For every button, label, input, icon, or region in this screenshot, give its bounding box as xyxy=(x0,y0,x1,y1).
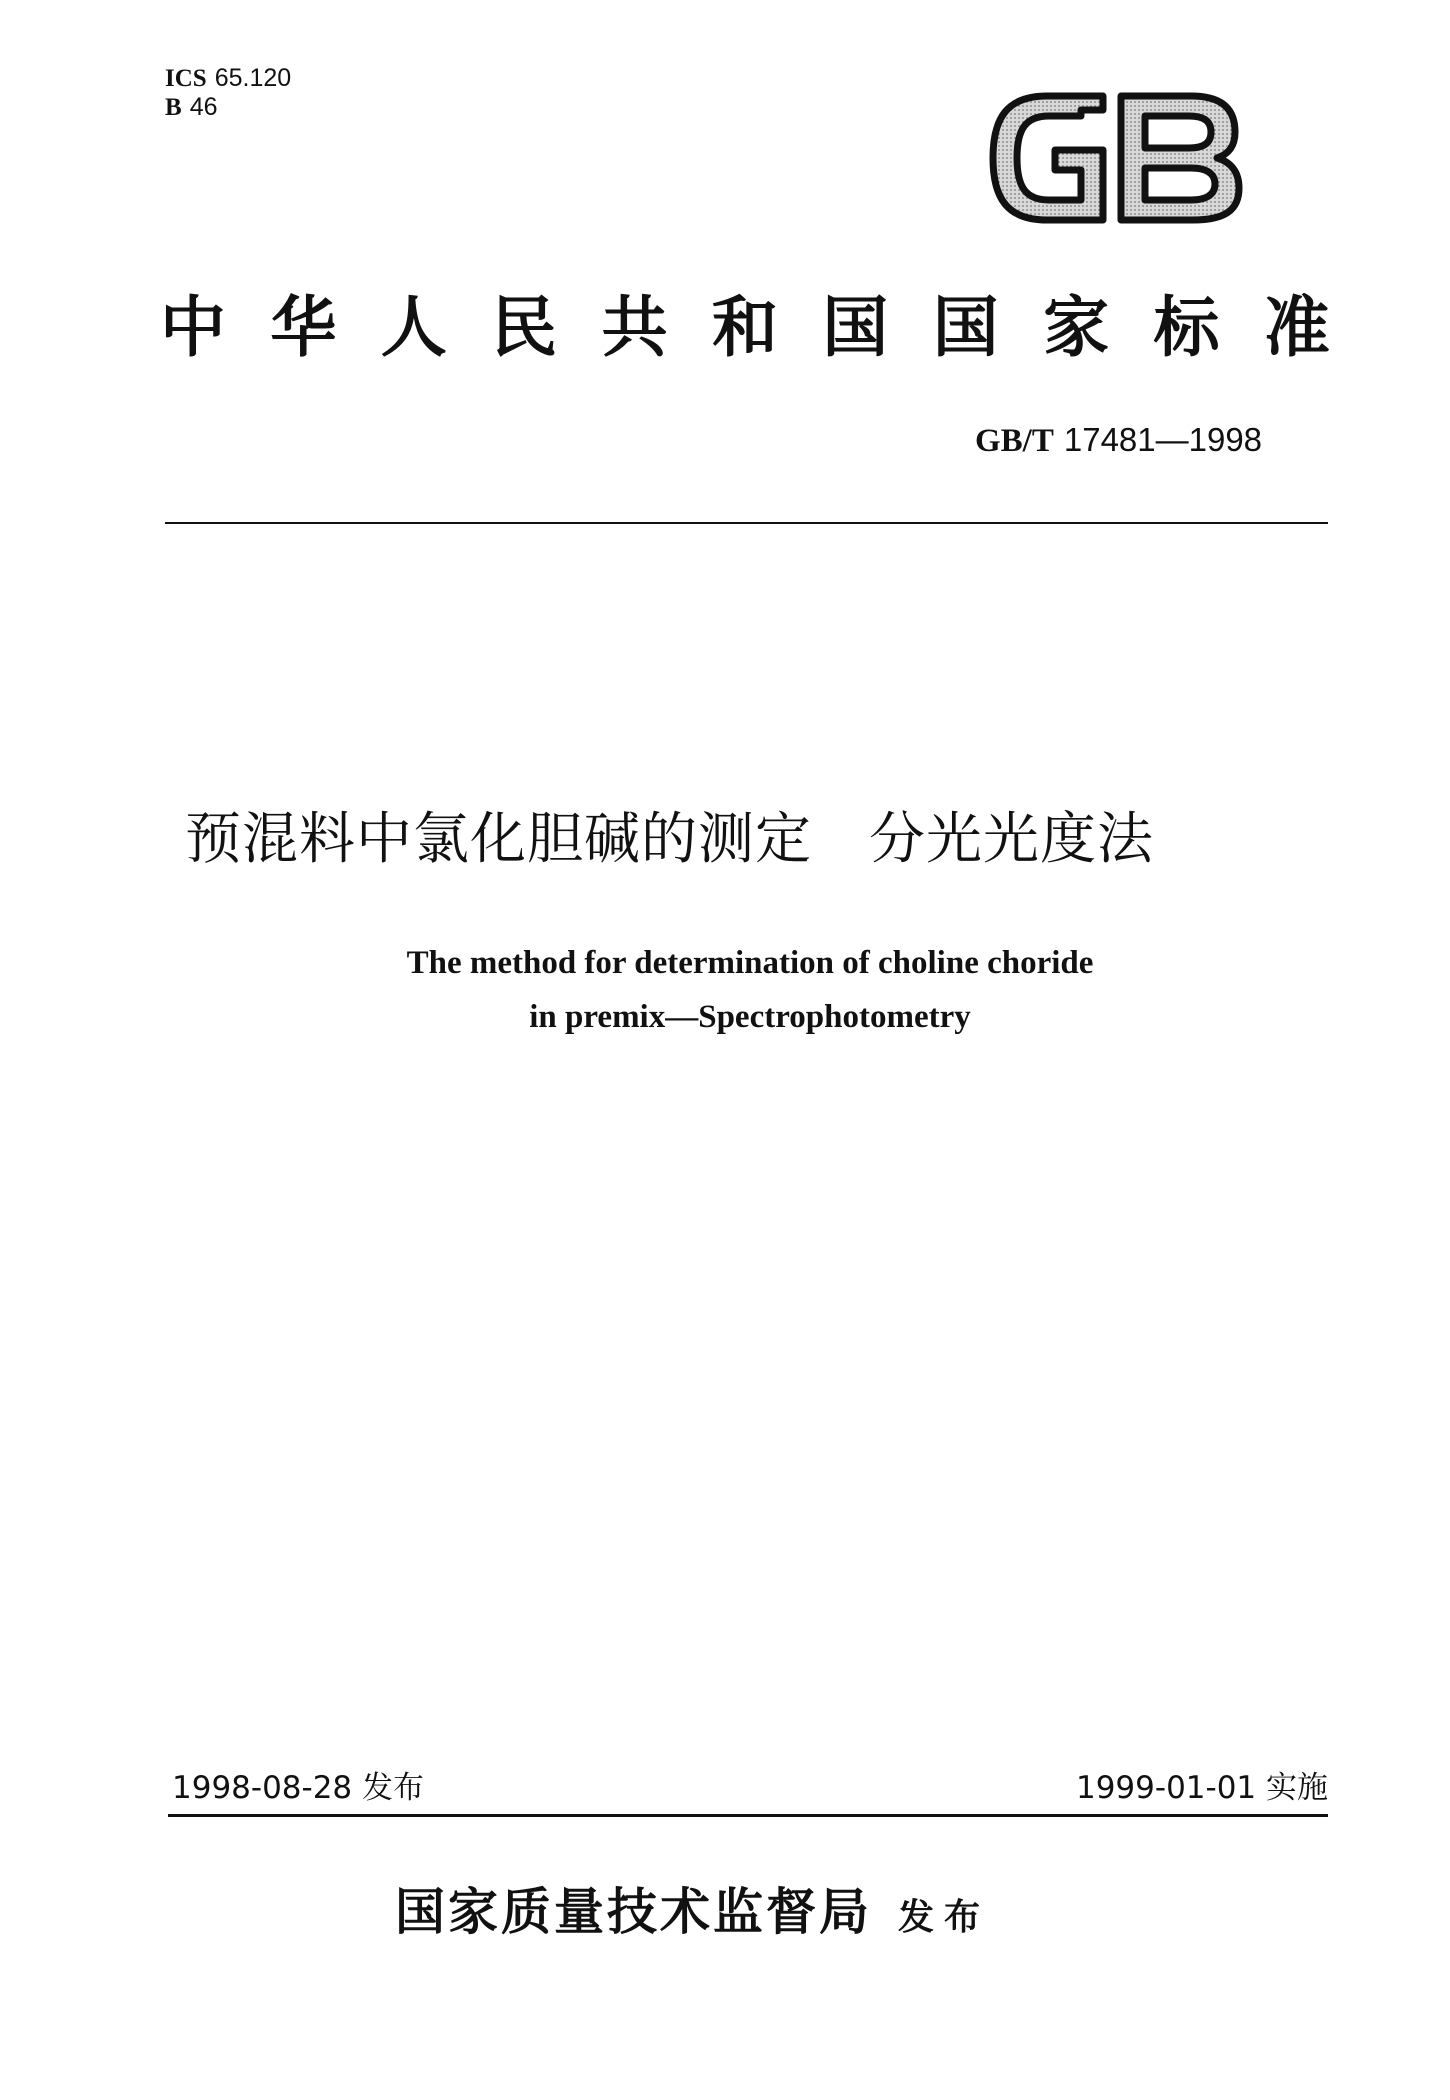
top-divider xyxy=(165,522,1328,524)
main-title xyxy=(160,288,1330,368)
main-title-char: 国 xyxy=(822,289,889,366)
english-title-line-1: The method for determination of choline choride xyxy=(406,945,1094,981)
publisher-suffix: 发布 xyxy=(898,1897,991,1938)
ics-label: ICS xyxy=(165,65,207,92)
main-title-char: 标 xyxy=(1153,289,1220,366)
ccs-label: B xyxy=(165,94,182,121)
ics-code-row xyxy=(165,64,291,93)
gb-logo xyxy=(985,88,1245,228)
main-title-char: 共 xyxy=(601,289,668,366)
document-title-chinese: 预混料中氯化胆碱的测定 分光光度法 xyxy=(185,807,1154,872)
document-title-english xyxy=(0,936,1450,1044)
main-title-char: 准 xyxy=(1263,289,1330,366)
standard-prefix: GB/T xyxy=(975,423,1054,459)
ics-code: 65.120 xyxy=(214,64,292,92)
main-title-char: 人 xyxy=(380,289,447,366)
main-title-char: 中 xyxy=(160,289,226,366)
main-title-char: 民 xyxy=(491,289,558,366)
main-title-char: 和 xyxy=(711,289,778,366)
publisher xyxy=(395,1880,990,1950)
main-title-char: 家 xyxy=(1043,289,1110,366)
ccs-code: 46 xyxy=(189,93,218,121)
logo-letter-g xyxy=(993,96,1103,220)
logo-letter-b xyxy=(1121,96,1239,220)
classification-codes xyxy=(165,64,291,122)
english-title-line-2: in premix—Spectrophotometry xyxy=(529,999,971,1035)
standard-number xyxy=(975,420,1262,461)
bottom-divider xyxy=(168,1814,1328,1817)
main-title-char: 国 xyxy=(932,289,999,366)
issue-date: 1998-08-28 发布 xyxy=(172,1770,425,1806)
ccs-code-row xyxy=(165,93,291,122)
publisher-name: 国家质量技术监督局 xyxy=(395,1882,872,1941)
standard-code: 17481—1998 xyxy=(1063,421,1263,458)
main-title-char: 华 xyxy=(270,289,337,366)
effective-date: 1999-01-01 实施 xyxy=(1075,1770,1328,1806)
